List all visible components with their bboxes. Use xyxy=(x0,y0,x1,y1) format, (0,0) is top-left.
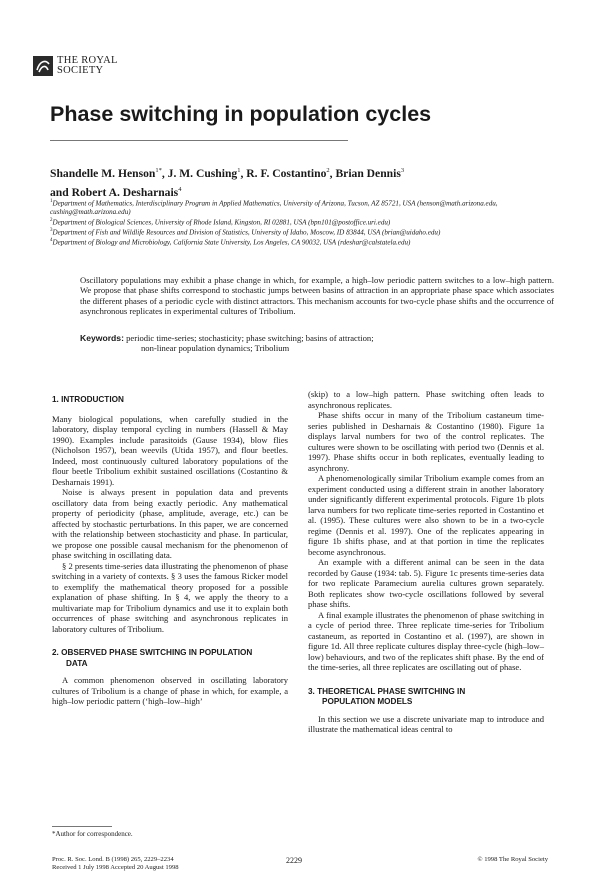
footnote-rule xyxy=(52,826,112,827)
keywords xyxy=(80,333,554,354)
author-mark: 1* xyxy=(155,167,162,174)
affiliation-mark: 4 xyxy=(50,238,53,244)
observed-paragraph-1: A common phenomenon observed in oscillating laboratory cultures of Tribolium is a change of phase in which, for example, a high–low periodic pattern (‘high–low–high’ xyxy=(52,675,288,706)
publisher-name xyxy=(57,56,118,76)
affiliation-text: Department of Mathematics, Interdisciplinary Program in Applied Mathematics, University of Arizona, Tucson, AZ 85721, USA (henson@math.arizona.edu, cushing@math.arizona.edu) xyxy=(50,199,498,217)
left-column xyxy=(52,395,288,707)
section-heading-introduction: 1. INTRODUCTION xyxy=(52,395,124,404)
observed-paragraph-3: A phenomenologically similar Tribolium example comes from an experiment conducted using a different strain in another laboratory under significantly different experimental protocols. Figure 1b plots larva numbers for two replicate time-series reported in Costantino et al. (1995). These cultures were also shown to be in a two-cycle regime (Dennis et al. 1997). One of the replicates appearing in figure 1b shifts phase, and at that portion in time the replicates become asynchronous. xyxy=(308,473,544,557)
observed-paragraph-5: A final example illustrates the phenomenon of phase switching in a cycle of period three. Three replicate time-series for Tribolium castaneum, as reported in Costantino et al. (1997), are shown in figure 1d. All three replicate cultures display three-cycle (high–low–low) behaviours, and two of the replicates shift phase. By the end of the time-series, all three replicates are oscillating out of phase. xyxy=(308,609,544,672)
publisher-line-1: THE ROYAL xyxy=(57,55,118,66)
author-name: J. M. Cushing xyxy=(167,166,238,180)
author-mark: 2 xyxy=(326,167,330,174)
royal-society-emblem-icon xyxy=(33,56,53,76)
affiliations xyxy=(50,198,565,247)
affiliation-text: Department of Biological Sciences, University of Rhode Island, Kingston, RI 02881, USA (bpn101@postoffice.uri.edu) xyxy=(52,218,391,227)
author-list: Shandelle M. Henson$^{1*}$, J. M. Cushing$^1$, R. F. Costantino$^2$, Brian Dennis$^3$ and Robert A. Desharnais$^4$ xyxy=(50,166,405,199)
affiliation xyxy=(50,237,565,247)
affiliation-mark: 3 xyxy=(50,228,53,234)
publisher-line-2: SOCIETY xyxy=(57,65,104,76)
intro-paragraph-2: Noise is always present in population data and prevents oscillatory data from being exactly periodic. Any mathematical property of periodicity (phase, amplitude, average, etc.) can be affected by stochastic perturbations. In this paper, we are concerned with the relationship between stochasticity and phase. In particular, we propose one possible causal mechanism for the phenomenon of phase switching in oscillating data. xyxy=(52,487,288,560)
copyright-notice: © 1998 The Royal Society xyxy=(477,856,548,863)
author-mark: 4 xyxy=(178,185,182,193)
correspondence-footnote: *Author for correspondence. xyxy=(52,830,133,838)
royal-society-logo xyxy=(33,56,118,76)
page-number: 2229 xyxy=(286,856,302,865)
affiliation xyxy=(50,227,565,237)
author-mark: 1 xyxy=(237,167,241,174)
keywords-label: Keywords: xyxy=(80,333,124,343)
observed-paragraph-continued: (skip) to a low–high pattern. Phase switching often leads to asynchronous replicates. xyxy=(308,389,544,410)
keywords-line-2: non-linear population dynamics; Tribolium xyxy=(141,343,290,354)
journal-citation-line: Proc. R. Soc. Lond. B (1998) 265, 2229–2234 xyxy=(52,856,174,863)
observed-paragraph-4: An example with a different animal can be seen in the data recorded by Gause (1934: tab. 5). Figure 1c presents time-series data for two replicate Paramecium aurelia cultures grown separately. Both replicates show two-cycle oscillations followed by several phase shifts. xyxy=(308,557,544,609)
author-name: Brian Dennis xyxy=(335,166,401,180)
body-columns xyxy=(0,389,600,815)
affiliation xyxy=(50,198,565,217)
journal-citation xyxy=(52,856,252,872)
right-column xyxy=(308,389,544,735)
affiliation-text: Department of Biology and Microbiology, California State University, Los Angeles, CA 90032, USA (rdeshar@calstatela.edu) xyxy=(52,238,411,247)
section-heading-theoretical xyxy=(308,687,544,708)
intro-paragraph-3: § 2 presents time-series data illustrating the phenomenon of phase switching in a variety of contexts. § 3 uses the famous Ricker model to exemplify the mathematical theory proposed for a possible explanation of phase shifting. In § 4, we apply the theory to a multivariate map for Tribolium dynamics and use it to explain both occurrences of phase switching and asynchronous replicates in laboratory cultures of Tribolium. xyxy=(52,560,288,634)
author-name: Shandelle M. Henson xyxy=(50,166,156,180)
affiliation-mark: 1 xyxy=(50,199,53,204)
section-heading-line: DATA xyxy=(66,658,88,668)
affiliation-text: Department of Fish and Wildlife Resources and Division of Statistics, University of Idaho, Moscow, ID 83844, USA (brian@uidaho.edu) xyxy=(52,228,441,237)
keywords-line-1: periodic time-series; stochasticity; phase switching; basins of attraction; xyxy=(126,333,374,343)
paper-title: Phase switching in population cycles xyxy=(50,102,432,126)
affiliation-mark: 2 xyxy=(50,217,53,223)
observed-paragraph-2: Phase shifts occur in many of the Tribolium castaneum time-series published in Desharnais & Costantino (1980). Figure 1a displays larval numbers for two of the control replicates. The cultures were shown to be oscillating with period two (Dennis et al. 1997). Phase shifts occur in both replicates, eventually leading to asynchrony. xyxy=(308,410,544,473)
section-heading-line: 3. THEORETICAL PHASE SWITCHING IN xyxy=(308,686,466,696)
abstract: Oscillatory populations may exhibit a phase change in which, for example, a high–low periodic pattern switches to a low–high pattern. We propose that phase shifts correspond to stochastic jumps between basins of attraction in an appropriate phase space which associates the different phases of a periodic cycle with distinct attractors. This mechanism accounts for two-cycle phase shifts and the occurrence of asynchronous replicates in experimental cultures of Tribolium. xyxy=(80,275,554,317)
title-rule xyxy=(50,140,348,141)
author-name: R. F. Costantino xyxy=(246,166,327,180)
section-heading-line: POPULATION MODELS xyxy=(322,697,413,706)
intro-paragraph-1: Many biological populations, when carefully studied in the laboratory, display temporal cycling in numbers (Hassell & May 1990). Examples include parasitoids (Gause 1934), blow flies (Nicholson 1957), bean weevils (Utida 1957), and flour beetles. Indeed, most continuously cultured laboratory populations of the flour beetle Tribolium exhibit sustained oscillations (Costantino & Desharnais 1991). xyxy=(52,413,288,487)
affiliation xyxy=(50,217,565,227)
journal-dates-line: Received 1 July 1998 Accepted 20 August 1998 xyxy=(52,864,179,871)
author-name: Robert A. Desharnais xyxy=(71,185,179,199)
theoretical-paragraph-1: In this section we use a discrete univariate map to introduce and illustrate the mathematical ideas central to xyxy=(308,713,544,734)
section-heading-observed xyxy=(52,648,288,669)
author-mark: 3 xyxy=(400,167,405,174)
section-heading-line: 2. OBSERVED PHASE SWITCHING IN POPULATION xyxy=(52,648,253,657)
